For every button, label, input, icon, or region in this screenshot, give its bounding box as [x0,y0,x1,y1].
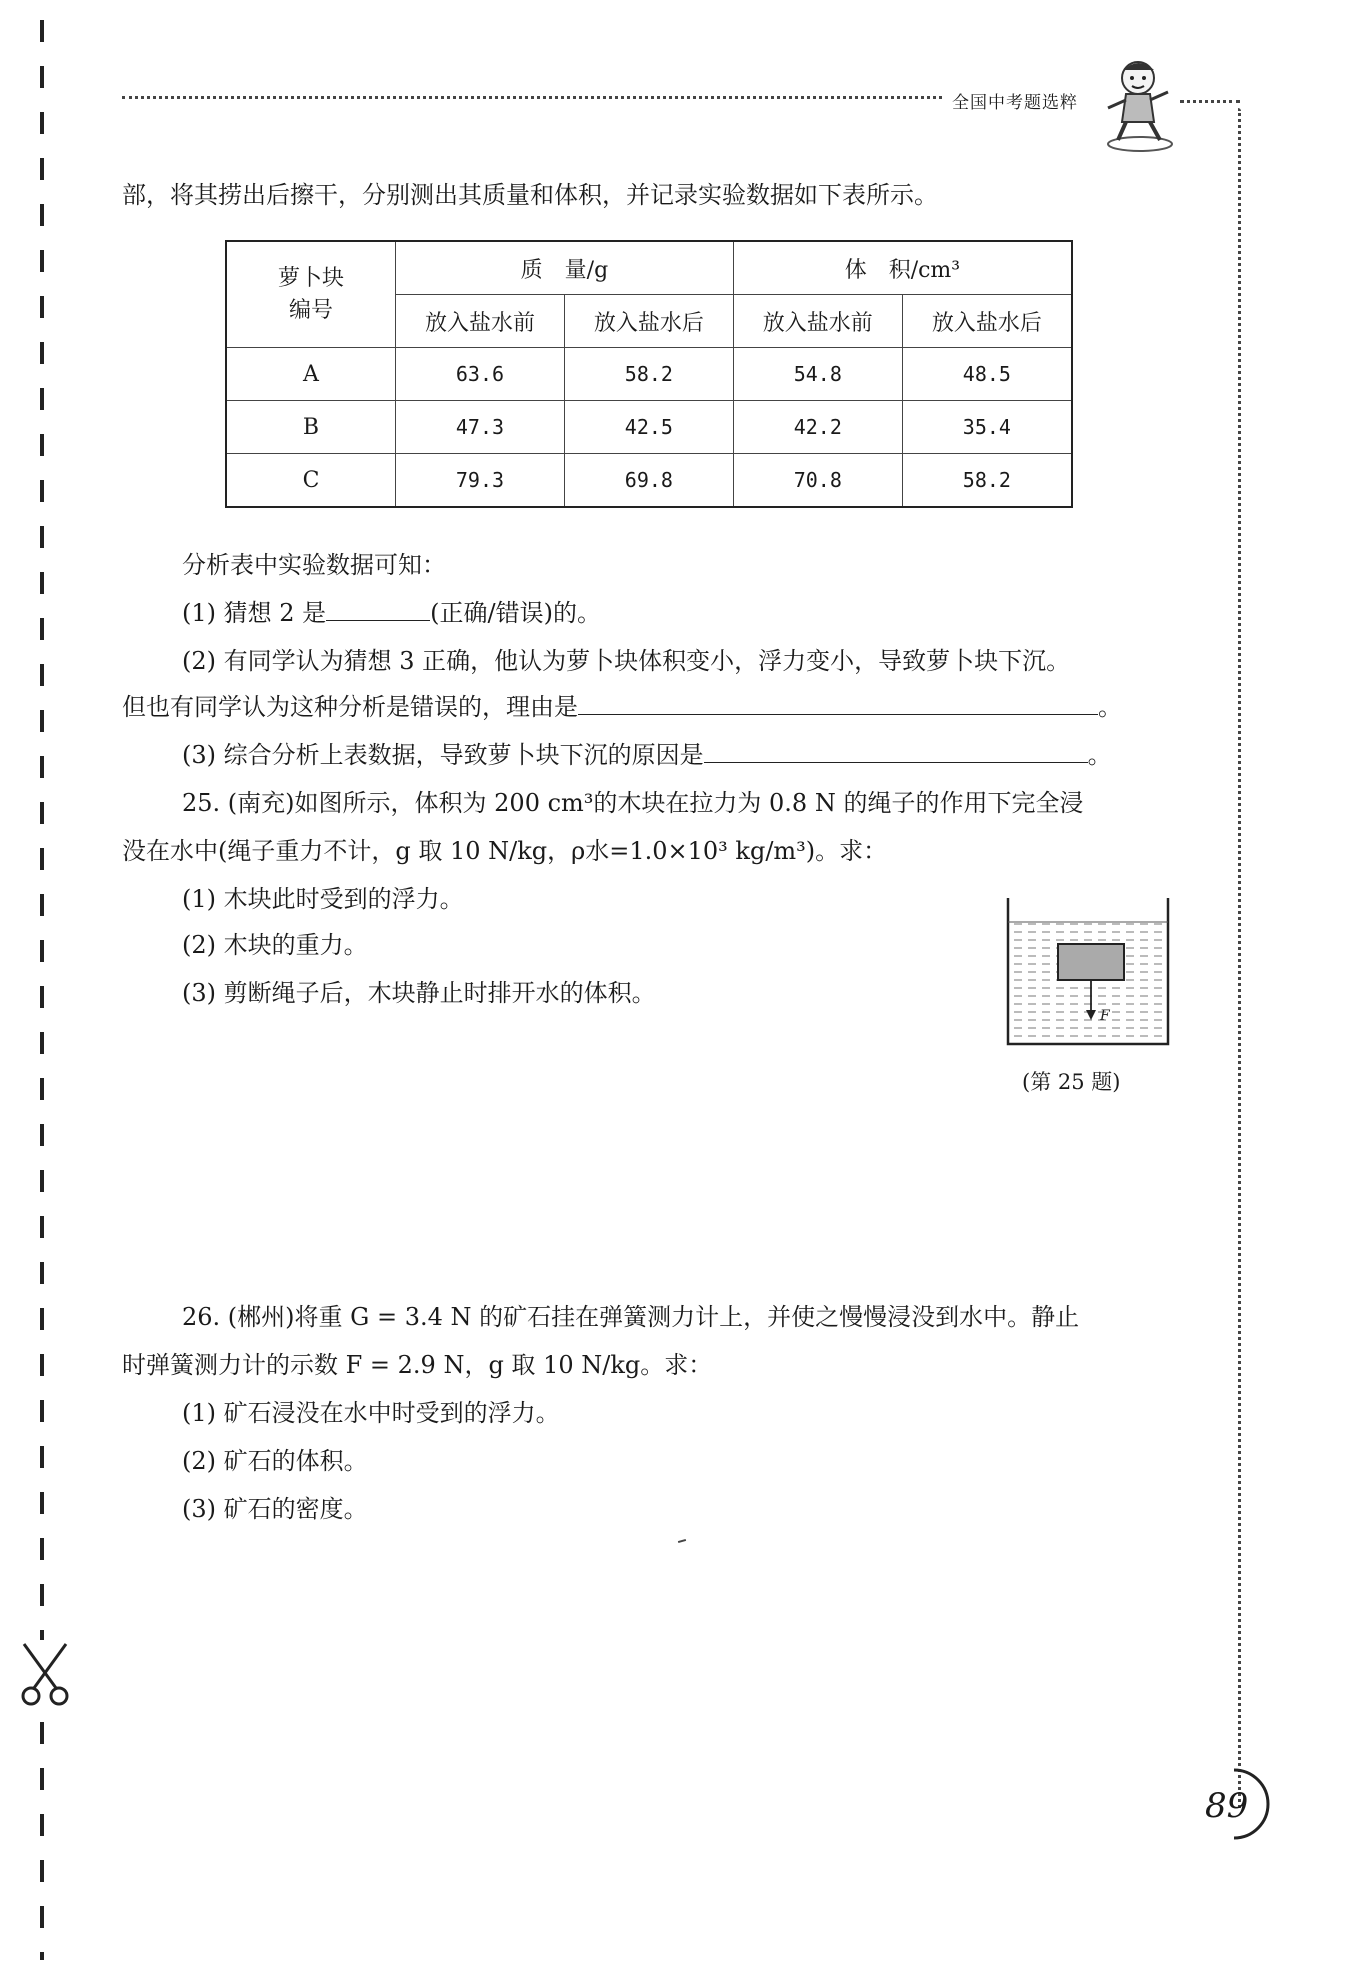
table-cell: 70.8 [733,454,902,508]
question-2-line1: (2) 有同学认为猜想 3 正确，他认为萝卜块体积变小，浮力变小，导致萝卜块下沉。 [182,647,1071,675]
q3-post: 。 [1087,741,1112,769]
table-cell: 42.5 [564,401,733,454]
header-rule-right [1180,100,1240,103]
q25-item: (2) 木块的重力。 [182,931,368,959]
volume-header: 体 积/cm³ [733,241,1072,295]
question-1 [182,596,601,630]
q2-pre: 但也有同学认为这种分析是错误的，理由是 [122,693,578,721]
section-title: 全国中考题选粹 [952,93,1078,113]
right-border-rule [1238,108,1241,1808]
q26-line2: 时弹簧测力计的示数 F = 2.9 N，g 取 10 N/kg。求： [122,1351,713,1379]
table-cell: 58.2 [564,348,733,401]
answer-blank[interactable] [326,596,430,621]
question-3 [182,738,1112,772]
q26-line1: 26. (郴州)将重 G = 3.4 N 的矿石挂在弹簧测力计上，并使之慢慢浸没到水中。静止 [182,1303,1080,1331]
row-id: A [226,348,396,401]
table-cell: 69.8 [564,454,733,508]
analysis-lead: 分析表中实验数据可知： [182,551,446,579]
sub-header: 放入盐水后 [902,295,1072,348]
mass-header: 质 量/g [396,241,734,295]
intro-line: 部，将其捞出后擦干，分别测出其质量和体积，并记录实验数据如下表所示。 [122,181,938,209]
answer-blank[interactable] [578,690,1098,715]
answer-blank[interactable] [704,738,1088,763]
table-cell: 58.2 [902,454,1072,508]
sub-header: 放入盐水前 [396,295,565,348]
table-cell: 48.5 [902,348,1072,401]
q26-item: (2) 矿石的体积。 [182,1447,368,1475]
scissors-icon [18,1640,72,1710]
sub-header: 放入盐水前 [733,295,902,348]
q26-item: (3) 矿石的密度。 [182,1495,368,1523]
q1-pre: (1) 猜想 2 是 [182,599,327,627]
table-row [226,454,1072,508]
table-cell: 54.8 [733,348,902,401]
print-speck [678,1539,686,1543]
beaker-figure [1000,896,1176,1050]
row-id: C [226,454,396,508]
q25-line1: 25. (南充)如图所示，体积为 200 cm³的木块在拉力为 0.8 N 的绳子的作用下完全浸 [182,789,1084,817]
table-cell: 42.2 [733,401,902,454]
question-2-line2 [122,690,1122,724]
q26-item: (1) 矿石浸没在水中时受到的浮力。 [182,1399,560,1427]
row-header-cell [226,241,396,348]
header-rule [122,96,942,99]
row-header-line2: 编号 [288,297,333,323]
table-row [226,401,1072,454]
data-table [225,240,1073,508]
force-label: F [1100,1008,1110,1024]
row-id: B [226,401,396,454]
table-row [226,348,1072,401]
q25-line2: 没在水中(绳子重力不计，g 取 10 N/kg，ρ水=1.0×10³ kg/m³)。求： [122,837,888,865]
sub-header: 放入盐水后 [564,295,733,348]
table-cell: 79.3 [396,454,565,508]
figure-caption: (第 25 题) [1022,1070,1121,1094]
table-cell: 63.6 [396,348,565,401]
table-cell: 35.4 [902,401,1072,454]
q25-item: (3) 剪断绳子后，木块静止时排开水的体积。 [182,979,656,1007]
q3-pre: (3) 综合分析上表数据，导致萝卜块下沉的原因是 [182,741,704,769]
row-header-line1: 萝卜块 [277,265,344,291]
q1-post: (正确/错误)的。 [430,599,601,627]
page-number: 89 [1205,1786,1249,1826]
table-cell: 47.3 [396,401,565,454]
mascot-icon [1102,56,1178,152]
q25-item: (1) 木块此时受到的浮力。 [182,885,464,913]
q2-post: 。 [1098,693,1122,721]
